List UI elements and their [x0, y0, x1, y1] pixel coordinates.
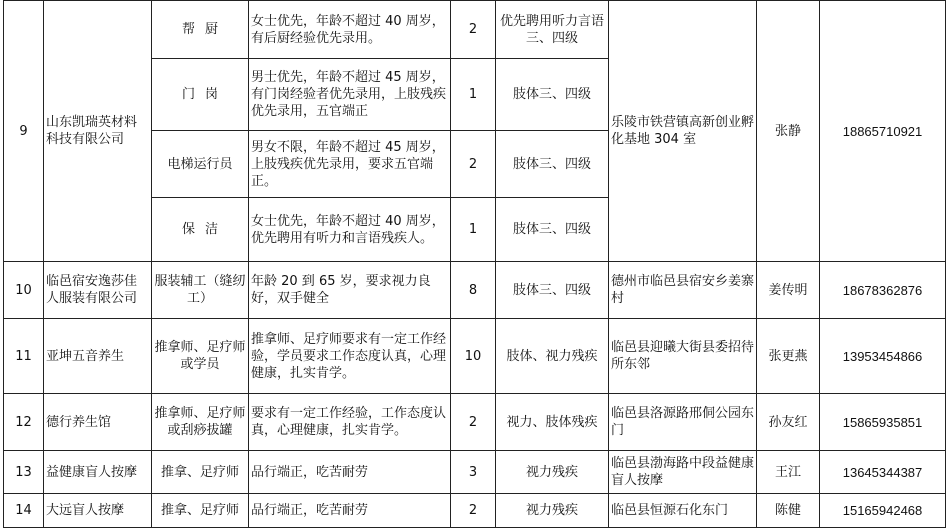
company-name: 临邑宿安逸莎佳人服装有限公司 — [44, 262, 152, 319]
address: 临邑县渤海路中段益健康盲人按摩 — [609, 451, 757, 494]
requirement: 要求有一定工作经验，工作态度认真，心理健康，扎实肯学。 — [249, 394, 451, 451]
count: 2 — [451, 394, 496, 451]
address: 乐陵市铁营镇高新创业孵化基地 304 室 — [609, 1, 757, 262]
count: 2 — [451, 494, 496, 528]
position: 帮厨 — [152, 1, 249, 59]
disability: 视力残疾 — [496, 451, 609, 494]
disability: 视力、肢体残疾 — [496, 394, 609, 451]
requirement: 年龄 20 到 65 岁，要求视力良好，双手健全 — [249, 262, 451, 319]
contact: 王江 — [757, 451, 820, 494]
company-name: 亚坤五音养生 — [44, 319, 152, 394]
position: 门岗 — [152, 59, 249, 131]
count: 2 — [451, 131, 496, 198]
requirement: 女士优先，年龄不超过 40 周岁，优先聘用有听力和言语残疾人。 — [249, 198, 451, 262]
address: 临邑县洛源路邢侗公园东门 — [609, 394, 757, 451]
row-number: 13 — [4, 451, 44, 494]
requirement: 男女不限，年龄不超过 45 周岁，上肢残疾优先录用，要求五官端正。 — [249, 131, 451, 198]
requirement: 女士优先，年龄不超过 40 周岁，有后厨经验优先录用。 — [249, 1, 451, 59]
contact: 张更燕 — [757, 319, 820, 394]
company-name: 山东凯瑞英材料科技有限公司 — [44, 1, 152, 262]
contact: 张静 — [757, 1, 820, 262]
job-table — [3, 0, 946, 528]
address: 临邑县恒源石化东门 — [609, 494, 757, 528]
company-name: 益健康盲人按摩 — [44, 451, 152, 494]
count: 1 — [451, 198, 496, 262]
count: 10 — [451, 319, 496, 394]
count: 8 — [451, 262, 496, 319]
contact: 姜传明 — [757, 262, 820, 319]
position: 推拿、足疗师 — [152, 494, 249, 528]
row-number: 12 — [4, 394, 44, 451]
company-name: 大远盲人按摩 — [44, 494, 152, 528]
company-name: 德行养生馆 — [44, 394, 152, 451]
phone: 15865935851 — [820, 394, 946, 451]
disability: 肢体三、四级 — [496, 198, 609, 262]
phone: 18865710921 — [820, 1, 946, 262]
disability: 肢体三、四级 — [496, 131, 609, 198]
requirement: 品行端正，吃苦耐劳 — [249, 451, 451, 494]
position: 推拿师、足疗师或学员 — [152, 319, 249, 394]
contact: 陈健 — [757, 494, 820, 528]
disability: 肢体三、四级 — [496, 262, 609, 319]
disability: 肢体、视力残疾 — [496, 319, 609, 394]
table-row — [4, 494, 946, 528]
count: 1 — [451, 59, 496, 131]
disability: 优先聘用听力言语三、四级 — [496, 1, 609, 59]
disability: 视力残疾 — [496, 494, 609, 528]
requirement: 男士优先，年龄不超过 45 周岁，有门岗经验者优先录用，上肢残疾优先录用，五官端正 — [249, 59, 451, 131]
table-row — [4, 262, 946, 319]
address: 德州市临邑县宿安乡姜寨村 — [609, 262, 757, 319]
position: 服装辅工（缝纫工） — [152, 262, 249, 319]
table-row — [4, 319, 946, 394]
requirement: 推拿师、足疗师要求有一定工作经验，学员要求工作态度认真，心理健康，扎实肯学。 — [249, 319, 451, 394]
phone: 13645344387 — [820, 451, 946, 494]
contact: 孙友红 — [757, 394, 820, 451]
position: 推拿师、足疗师或刮痧拔罐 — [152, 394, 249, 451]
row-number: 9 — [4, 1, 44, 262]
position: 保洁 — [152, 198, 249, 262]
table-row — [4, 451, 946, 494]
row-number: 10 — [4, 262, 44, 319]
position: 电梯运行员 — [152, 131, 249, 198]
row-number: 14 — [4, 494, 44, 528]
row-number: 11 — [4, 319, 44, 394]
phone: 15165942468 — [820, 494, 946, 528]
table-row — [4, 1, 946, 59]
disability: 肢体三、四级 — [496, 59, 609, 131]
phone: 13953454866 — [820, 319, 946, 394]
requirement: 品行端正，吃苦耐劳 — [249, 494, 451, 528]
count: 2 — [451, 1, 496, 59]
phone: 18678362876 — [820, 262, 946, 319]
position: 推拿、足疗师 — [152, 451, 249, 494]
count: 3 — [451, 451, 496, 494]
address: 临邑县迎曦大街县委招待所东邻 — [609, 319, 757, 394]
table-row — [4, 394, 946, 451]
